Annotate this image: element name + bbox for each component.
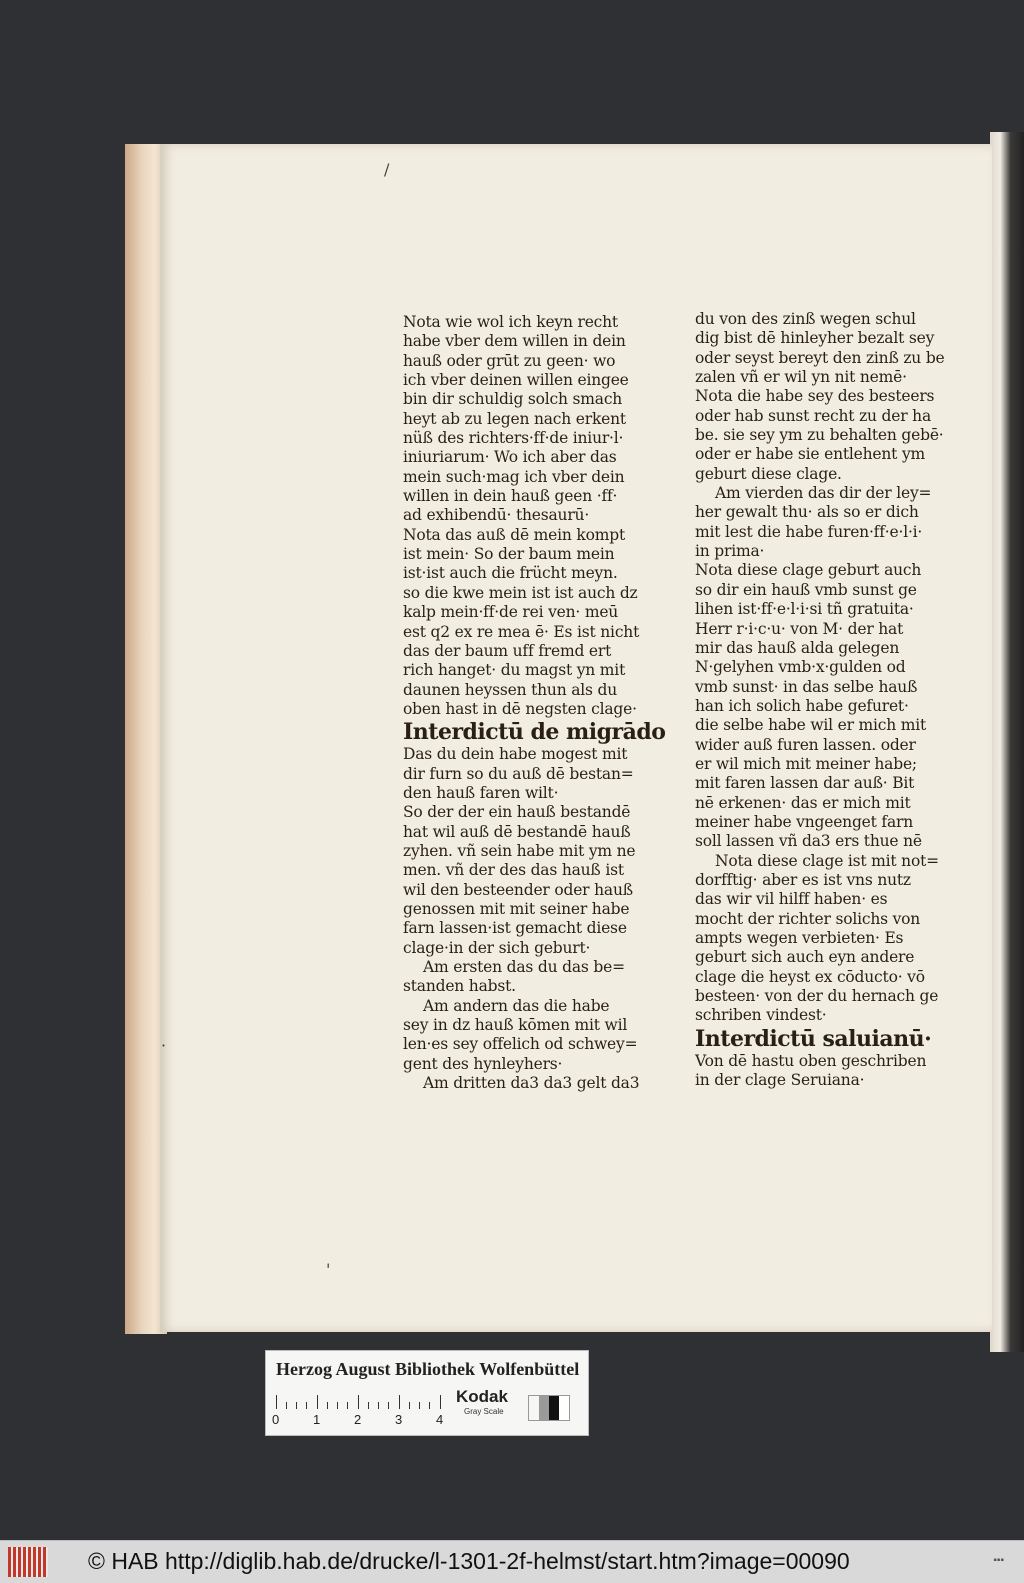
text-line: geburt diese clage. xyxy=(695,464,842,483)
ruler-minor-tick xyxy=(429,1402,430,1409)
ruler-number: 0 xyxy=(272,1412,280,1427)
text-line: hat wil auß dē bestandē hauß xyxy=(403,822,631,841)
book-spine-edge xyxy=(990,132,1024,1352)
text-line: iniuriarum· Wo ich aber das xyxy=(403,448,617,467)
text-line: meiner habe vngeenget farn xyxy=(695,812,913,831)
text-line: wil den besteender oder hauß xyxy=(403,880,633,899)
text-line: lihen ist·ff·e·l·i·si tñ gratuita· xyxy=(695,600,914,619)
text-line: ist mein· So der baum mein xyxy=(403,545,615,564)
text-line: zalen vñ er wil yn nit nemē· xyxy=(695,368,907,387)
text-line: dig bist dē hinleyher bezalt sey xyxy=(695,329,935,348)
ruler-minor-tick xyxy=(296,1402,297,1409)
text-line: den hauß faren wilt· xyxy=(403,783,559,802)
text-line: ampts wegen verbieten· Es xyxy=(695,929,904,947)
text-line: So der der ein hauß bestandē xyxy=(403,803,631,822)
text-line: so dir ein hauß vmb sunst ge xyxy=(695,580,917,599)
text-line: genossen mit mit seiner habe xyxy=(403,899,630,918)
ruler-tick xyxy=(317,1395,318,1409)
text-line: heyt ab zu legen nach erkent xyxy=(403,409,626,428)
text-line: Am dritten da3 da3 gelt da3 xyxy=(423,1074,640,1093)
ruler-minor-tick xyxy=(347,1402,348,1409)
text-line: be. sie sey ym zu behalten gebē· xyxy=(695,426,944,445)
kodak-logo: Kodak xyxy=(456,1387,508,1406)
scale-ruler xyxy=(272,1393,442,1427)
text-line: ist·ist auch die frücht meyn. xyxy=(403,564,618,583)
ruler-tick xyxy=(399,1395,400,1409)
text-line: sey in dz hauß kōmen mit wil xyxy=(403,1016,628,1035)
text-line: mein such·mag ich vber dein xyxy=(403,467,625,486)
page-mark-bottom: ' xyxy=(326,1260,331,1279)
footer-bar xyxy=(0,1540,1024,1583)
text-line: farn lassen·ist gemacht diese xyxy=(403,919,627,938)
footer-ellipsis: ▪▪▪ xyxy=(993,1555,1004,1566)
text-line: Am ersten das du das be= xyxy=(423,958,625,976)
text-line: mit lest die habe furen·ff·e·l·i· xyxy=(695,522,923,541)
text-line: willen in dein hauß geen ·ff· xyxy=(403,487,618,506)
text-line: bin dir schuldig solch smach xyxy=(403,390,623,409)
text-line: so die kwe mein ist ist auch dz xyxy=(403,583,638,602)
text-line: clage die heyst ex cōducto· vō xyxy=(695,967,925,986)
text-line: das wir vil hilff haben· es xyxy=(695,890,888,909)
text-line: Am andern das die habe xyxy=(423,996,610,1015)
text-line: Von dē hastu oben geschriben xyxy=(695,1051,927,1070)
library-title: Herzog August Bibliothek Wolfenbüttel xyxy=(276,1359,580,1379)
text-line: Das du dein habe mogest mit xyxy=(403,745,628,764)
kodak-gray-scale-label: Gray Scale xyxy=(464,1407,504,1416)
text-line: Herr r·i·c·u· von M· der hat xyxy=(695,619,904,638)
text-line: nē erkenen· das er mich mit xyxy=(695,793,911,812)
text-line: oder hab sunst recht zu der ha xyxy=(695,406,931,425)
text-line: han ich solich habe gefuret· xyxy=(695,696,909,715)
ruler-number: 3 xyxy=(395,1412,403,1427)
ruler-tick xyxy=(276,1395,277,1409)
text-line: dir furn so du auß dē bestan= xyxy=(403,764,634,783)
text-line: Nota diese clage ist mit not= xyxy=(715,851,939,870)
ruler-minor-tick xyxy=(378,1402,379,1409)
text-line: ich vber deinen willen eingee xyxy=(403,371,629,390)
text-line: hauß oder grūt zu geen· wo xyxy=(403,351,616,370)
text-line: gent des hynleyhers· xyxy=(403,1054,563,1073)
text-line: daunen heyssen thun als du xyxy=(403,680,618,699)
text-line: dorfftig· aber es ist vns nutz xyxy=(695,870,911,889)
ruler-minor-tick xyxy=(388,1402,389,1409)
text-line: schriben vindest· xyxy=(695,1006,827,1025)
text-line: mit faren lassen dar auß· Bit xyxy=(695,774,915,793)
ruler-minor-tick xyxy=(409,1402,410,1409)
gray-scale-swatch xyxy=(528,1395,570,1421)
text-line: zyhen. vñ sein habe mit ym ne xyxy=(403,841,636,860)
text-line: Nota das auß dē mein kompt xyxy=(403,525,625,544)
text-line: men. vñ der des das hauß ist xyxy=(403,861,624,880)
text-line: Nota diese clage geburt auch xyxy=(695,561,922,580)
ruler-tick xyxy=(440,1395,441,1409)
text-line: ad exhibendū· thesaurū· xyxy=(403,506,590,525)
ruler-minor-tick xyxy=(286,1402,287,1409)
text-line: Nota die habe sey des besteers xyxy=(695,387,935,406)
text-line: habe vber dem willen in dein xyxy=(403,332,626,351)
text-line: Am vierden das dir der ley= xyxy=(715,484,932,503)
page-mark-left: · xyxy=(161,1036,167,1055)
text-line: mir das hauß alda gelegen xyxy=(695,638,900,657)
text-line: du von des zinß wegen schul xyxy=(695,310,916,328)
text-line: die selbe habe wil er mich mit xyxy=(695,716,927,735)
ruler-tick xyxy=(358,1395,359,1409)
text-line: her gewalt thu· als so er dich xyxy=(695,503,919,522)
ruler-minor-tick xyxy=(368,1402,369,1409)
ruler-minor-tick xyxy=(327,1402,328,1409)
page-mark-top: / xyxy=(384,160,390,179)
text-line: Nota wie wol ich keyn recht xyxy=(403,313,618,331)
text-line: das der baum uff fremd ert xyxy=(403,641,612,660)
footer-citation-link[interactable]: © HAB http://diglib.hab.de/drucke/l-1301-2f-helmst/start.htm?image=00090 xyxy=(88,1548,850,1574)
text-line: rich hanget· du magst yn mit xyxy=(403,661,626,680)
hab-barcode-icon xyxy=(8,1547,48,1577)
ruler-number: 1 xyxy=(313,1412,321,1427)
text-line: in prima· xyxy=(695,542,765,561)
text-line: wider auß furen lassen. oder xyxy=(695,735,916,754)
section-heading: Interdictū saluianū· xyxy=(695,1025,932,1052)
ruler-minor-tick xyxy=(337,1402,338,1409)
color-target-card xyxy=(265,1350,589,1436)
section-heading: Interdictū de migrādo xyxy=(403,719,666,746)
text-column-left xyxy=(403,313,666,1093)
text-line: clage·in der sich geburt· xyxy=(403,938,591,957)
text-line: geburt sich auch eyn andere xyxy=(695,948,915,967)
text-line: kalp mein·ff·de rei ven· meū xyxy=(403,603,619,622)
text-line: N·gelyhen vmb·x·gulden od xyxy=(695,658,906,677)
text-line: mocht der richter solichs von xyxy=(695,909,921,928)
text-line: len·es sey offelich od schwey= xyxy=(403,1035,638,1054)
text-line: standen habst. xyxy=(403,977,516,996)
ruler-number: 2 xyxy=(354,1412,362,1427)
text-line: in der clage Seruiana· xyxy=(695,1071,865,1090)
text-column-right xyxy=(695,310,945,1090)
text-line: vmb sunst· in das selbe hauß xyxy=(695,677,918,696)
text-line: est q2 ex re mea ē· Es ist nicht xyxy=(403,622,640,641)
text-line: soll lassen vñ da3 ers thue nē xyxy=(695,832,922,851)
ruler-minor-tick xyxy=(306,1402,307,1409)
ruler-number: 4 xyxy=(436,1412,444,1427)
text-line: oben hast in dē negsten clage· xyxy=(403,699,637,718)
text-line: oder seyst bereyt den zinß zu be xyxy=(695,348,945,367)
text-line: oder er habe sie entlehent ym xyxy=(695,445,925,464)
ruler-minor-tick xyxy=(419,1402,420,1409)
text-line: nüß des richters·ff·de iniur·l· xyxy=(403,429,624,448)
text-line: er wil mich mit meiner habe; xyxy=(695,754,917,773)
text-line: besteen· von der du hernach ge xyxy=(695,987,939,1006)
